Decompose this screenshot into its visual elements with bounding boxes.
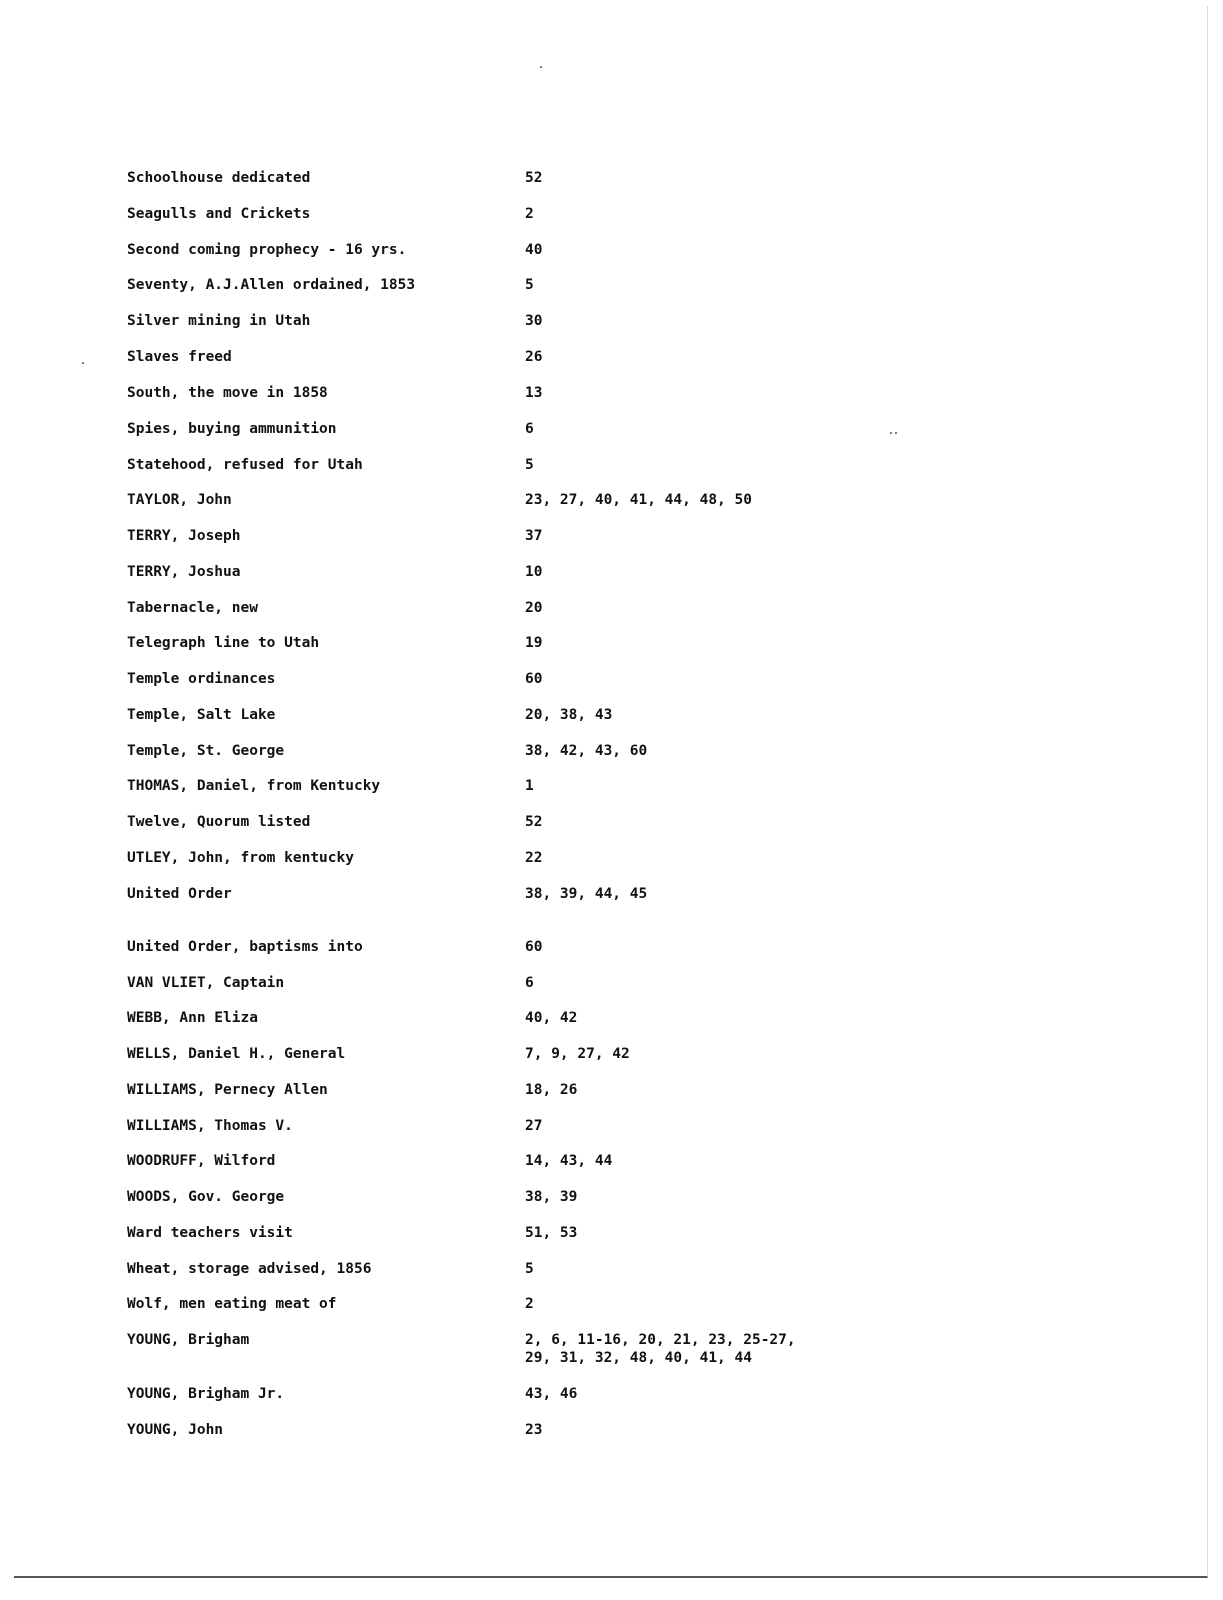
index-page-numbers: 52 <box>525 814 543 830</box>
index-term: Wolf, men eating meat of <box>127 1296 337 1312</box>
index-entry <box>127 742 647 760</box>
index-page-numbers: 7, 9, 27, 42 <box>525 1046 630 1062</box>
index-entry <box>127 527 542 545</box>
index-page-numbers: 19 <box>525 635 543 651</box>
index-term: YOUNG, Brigham <box>127 1332 250 1348</box>
index-entry <box>127 706 612 724</box>
index-term: WOODS, Gov. George <box>127 1189 285 1205</box>
index-page-numbers: 1 <box>525 778 534 794</box>
index-entry <box>127 205 534 223</box>
index-term: Ward teachers visit <box>127 1225 293 1241</box>
index-term: Schoolhouse dedicated <box>127 170 311 186</box>
index-page-numbers: 20, 38, 43 <box>525 707 613 723</box>
index-term: Slaves freed <box>127 349 232 365</box>
index-page-numbers: 23 <box>525 1422 543 1438</box>
index-page-numbers: 38, 42, 43, 60 <box>525 743 648 759</box>
index-page-numbers: 43, 46 <box>525 1386 578 1402</box>
index-page-numbers: 5 <box>525 277 534 293</box>
index-entry <box>127 885 647 903</box>
index-term: Tabernacle, new <box>127 600 258 616</box>
index-page-numbers: 52 <box>525 170 543 186</box>
index-page-numbers: 13 <box>525 385 543 401</box>
index-entry <box>127 1188 577 1206</box>
index-term: THOMAS, Daniel, from Kentucky <box>127 778 381 794</box>
index-page-numbers: 37 <box>525 528 543 544</box>
index-term: Silver mining in Utah <box>127 313 311 329</box>
index-page-numbers: 6 <box>525 975 534 991</box>
index-entry <box>127 312 542 330</box>
index-page-numbers: 18, 26 <box>525 1082 578 1098</box>
index-term: United Order <box>127 886 232 902</box>
index-page-numbers: 51, 53 <box>525 1225 578 1241</box>
index-term: TERRY, Joshua <box>127 564 241 580</box>
index-entry <box>127 974 534 992</box>
index-page-numbers: 2 <box>525 206 534 222</box>
index-term: WEBB, Ann Eliza <box>127 1010 258 1026</box>
index-entry <box>127 1045 630 1063</box>
index-entry <box>127 1009 577 1027</box>
index-entry <box>127 1331 796 1367</box>
index-term: Twelve, Quorum listed <box>127 814 311 830</box>
index-entry <box>127 276 534 294</box>
index-entry <box>127 491 752 509</box>
index-term: WOODRUFF, Wilford <box>127 1153 276 1169</box>
index-entry <box>127 169 542 187</box>
index-term: South, the move in 1858 <box>127 385 328 401</box>
index-page-numbers: 60 <box>525 939 543 955</box>
index-page-numbers: 2, 6, 11-16, 20, 21, 23, 25-27, 29, 31, 32, 48, 40, 41, 44 <box>525 1332 796 1366</box>
index-term: WELLS, Daniel H., General <box>127 1046 346 1062</box>
index-entry <box>127 1295 534 1313</box>
index-term: VAN VLIET, Captain <box>127 975 285 991</box>
index-page-numbers: 27 <box>525 1118 543 1134</box>
index-page-numbers: 22 <box>525 850 543 866</box>
index-entry <box>127 777 534 795</box>
index-entry <box>127 384 542 402</box>
index-page-numbers: 60 <box>525 671 543 687</box>
index-page-numbers: 40 <box>525 242 543 258</box>
index-entry <box>127 1117 542 1135</box>
index-entry <box>127 670 542 688</box>
index-term: Seventy, A.J.Allen ordained, 1853 <box>127 277 416 293</box>
index-term: Spies, buying ammunition <box>127 421 337 437</box>
index-page-numbers: 38, 39, 44, 45 <box>525 886 648 902</box>
index-page-numbers: 10 <box>525 564 543 580</box>
index-term: Statehood, refused for Utah <box>127 457 363 473</box>
index-entry <box>127 348 542 366</box>
index-entry <box>127 1081 577 1099</box>
index-term: Telegraph line to Utah <box>127 635 320 651</box>
index-page-numbers: 40, 42 <box>525 1010 578 1026</box>
scan-speck <box>82 362 84 364</box>
index-entry <box>127 849 542 867</box>
scan-speck <box>895 432 897 434</box>
index-entry <box>127 241 542 259</box>
index-term: Wheat, storage advised, 1856 <box>127 1261 372 1277</box>
index-term: Temple, St. George <box>127 743 285 759</box>
index-entry <box>127 1385 577 1403</box>
scan-speck <box>890 432 892 434</box>
index-page-numbers: 38, 39 <box>525 1189 578 1205</box>
index-entry <box>127 1421 542 1439</box>
index-entry <box>127 563 542 581</box>
index-entry <box>127 599 542 617</box>
index-term: UTLEY, John, from kentucky <box>127 850 354 866</box>
index-term: Second coming prophecy - 16 yrs. <box>127 242 407 258</box>
index-page-numbers: 6 <box>525 421 534 437</box>
index-term: Seagulls and Crickets <box>127 206 311 222</box>
index-term: WILLIAMS, Pernecy Allen <box>127 1082 328 1098</box>
index-entry <box>127 938 542 956</box>
index-term: YOUNG, John <box>127 1422 224 1438</box>
index-page-numbers: 26 <box>525 349 543 365</box>
index-entry <box>127 1260 534 1278</box>
index-entry <box>127 813 542 831</box>
index-entry <box>127 420 534 438</box>
index-term: YOUNG, Brigham Jr. <box>127 1386 285 1402</box>
index-term: Temple, Salt Lake <box>127 707 276 723</box>
index-entry <box>127 634 542 652</box>
index-entry <box>127 1152 612 1170</box>
index-term: WILLIAMS, Thomas V. <box>127 1118 293 1134</box>
index-term: Temple ordinances <box>127 671 276 687</box>
index-page-numbers: 14, 43, 44 <box>525 1153 613 1169</box>
index-term: United Order, baptisms into <box>127 939 363 955</box>
index-page-numbers: 5 <box>525 457 534 473</box>
index-page-numbers: 23, 27, 40, 41, 44, 48, 50 <box>525 492 752 508</box>
index-page-numbers: 30 <box>525 313 543 329</box>
document-page <box>14 6 1208 1578</box>
index-page-numbers: 5 <box>525 1261 534 1277</box>
index-term: TAYLOR, John <box>127 492 232 508</box>
index-entry <box>127 456 534 474</box>
index-page-numbers: 20 <box>525 600 543 616</box>
scan-speck <box>540 66 542 68</box>
index-term: TERRY, Joseph <box>127 528 241 544</box>
index-page-numbers: 2 <box>525 1296 534 1312</box>
index-entry <box>127 1224 577 1242</box>
